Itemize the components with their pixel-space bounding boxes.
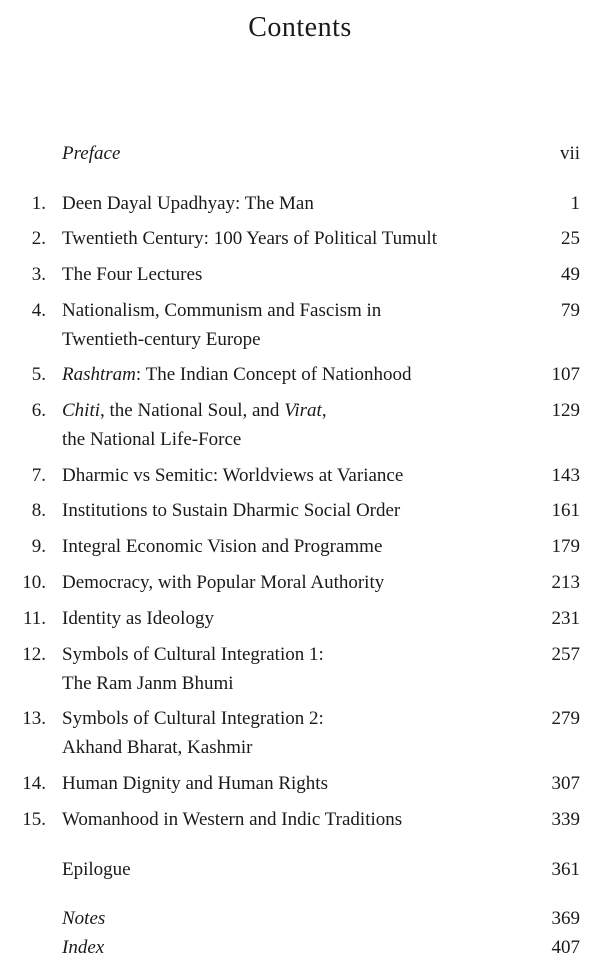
chapter-title-mid: , the National Soul, and — [100, 400, 285, 421]
entry-page: 279 — [551, 708, 580, 729]
chapter-title-italic: Chiti — [62, 400, 101, 421]
entry-page: 257 — [551, 644, 580, 665]
chapter-title — [62, 360, 482, 389]
entry-page: 129 — [551, 400, 580, 421]
chapter-title: Dharmic vs Semitic: Worldviews at Variance — [62, 465, 404, 486]
chapter-title: The Four Lectures — [62, 264, 203, 285]
chapter-number: 12. — [22, 644, 46, 665]
chapter-title: Twentieth Century: 100 Years of Political Tumult — [62, 228, 437, 249]
chapter-number: 15. — [22, 809, 46, 830]
entry-title: Notes — [62, 908, 106, 929]
entry-page: 161 — [551, 500, 580, 521]
chapter-title: Deen Dayal Upadhyay: The Man — [62, 193, 314, 214]
chapter-title: Democracy, with Popular Moral Authority — [62, 572, 385, 593]
entry-page: 361 — [551, 859, 580, 880]
chapter-number: 11. — [22, 608, 46, 629]
chapter-number: 4. — [31, 300, 46, 321]
chapter-title: Nationalism, Communism and Fascism in — [62, 300, 382, 321]
chapter-number: 10. — [22, 572, 46, 593]
chapter-number: 8. — [31, 500, 46, 521]
chapter-number: 5. — [31, 364, 46, 385]
entry-page: 307 — [551, 773, 580, 794]
entry-page: 79 — [561, 300, 580, 321]
chapter-title-continued: Akhand Bharat, Kashmir — [62, 737, 253, 758]
chapter-number: 13. — [22, 708, 46, 729]
entry-page: 339 — [551, 809, 580, 830]
chapter-title-italic: Virat — [284, 400, 322, 421]
entry-page: 49 — [561, 264, 580, 285]
entry-page: 213 — [551, 572, 580, 593]
chapter-number: 14. — [22, 773, 46, 794]
entry-page: 231 — [551, 608, 580, 629]
entry-title: Epilogue — [62, 859, 131, 880]
page-title: Contents — [248, 12, 352, 43]
entry-page: 179 — [551, 536, 580, 557]
chapter-title-continued: the National Life-Force — [62, 429, 242, 450]
chapter-title: Womanhood in Western and Indic Traditions — [62, 809, 403, 830]
entry-page: 407 — [551, 937, 580, 958]
entry-page: 107 — [551, 364, 580, 385]
chapter-title-italic: Rashtram — [62, 364, 136, 385]
entry-page: 143 — [551, 465, 580, 486]
chapter-title-continued: Twentieth-century Europe — [62, 329, 261, 350]
chapter-title-continued: The Ram Janm Bhumi — [62, 673, 234, 694]
chapter-title: Identity as Ideology — [62, 608, 214, 629]
chapter-number: 3. — [31, 264, 46, 285]
chapter-number: 6. — [31, 400, 46, 421]
chapter-number: 9. — [31, 536, 46, 557]
chapter-title: Integral Economic Vision and Programme — [62, 536, 383, 557]
entry-title: Index — [62, 937, 105, 958]
entry-page: 369 — [551, 908, 580, 929]
chapter-title-rest: : The Indian Concept of Nationhood — [135, 364, 412, 385]
chapter-number: 1. — [31, 193, 46, 214]
entry-page: vii — [559, 143, 580, 164]
chapter-title: Human Dignity and Human Rights — [62, 773, 328, 794]
entry-page: 25 — [561, 228, 580, 249]
chapter-number: 7. — [31, 465, 46, 486]
chapter-title: Symbols of Cultural Integration 2: — [62, 708, 324, 729]
chapter-title: Institutions to Sustain Dharmic Social Order — [62, 500, 401, 521]
entry-page: 1 — [570, 193, 580, 214]
chapter-title-end: , — [321, 400, 327, 421]
entry-title: Preface — [62, 143, 121, 164]
chapter-title: Symbols of Cultural Integration 1: — [62, 644, 324, 665]
chapter-number: 2. — [31, 228, 46, 249]
chapter-title — [62, 396, 482, 425]
